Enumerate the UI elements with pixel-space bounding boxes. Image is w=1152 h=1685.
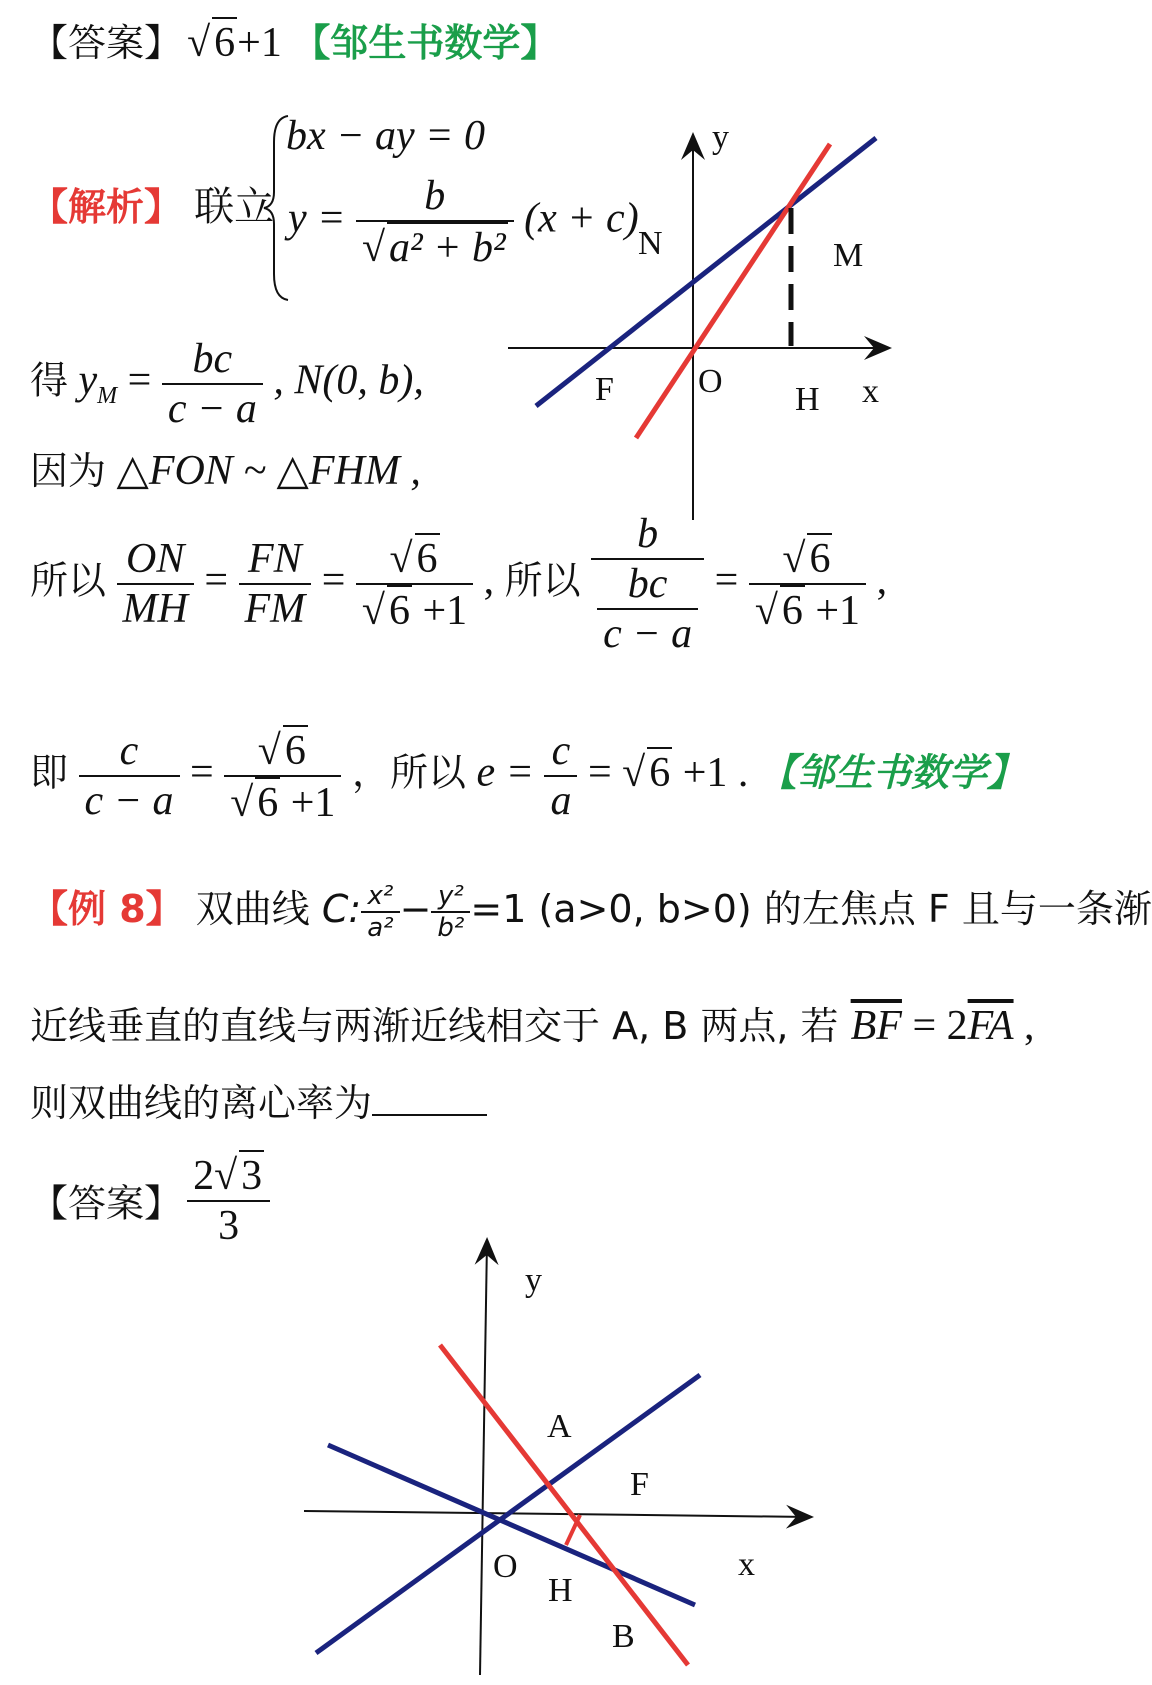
example8-label: 【例 8】 bbox=[30, 887, 184, 931]
step3-f1-den: MH bbox=[122, 586, 188, 632]
step4-eq1: = bbox=[190, 749, 214, 796]
figure2-label-y: y bbox=[525, 1262, 542, 1299]
figure2-y-axis bbox=[480, 1241, 487, 1675]
step3-frac1 bbox=[117, 535, 194, 633]
step2-row bbox=[30, 440, 421, 495]
step4-f2-den-wrap: √6 +1 bbox=[224, 777, 341, 827]
step3-comma1: , bbox=[483, 557, 495, 604]
example8-frac-y bbox=[431, 881, 470, 943]
step4-f3-den: a bbox=[550, 778, 572, 824]
step3-f5-den-wrap: √6 +1 bbox=[749, 585, 866, 635]
step4-e: e = bbox=[476, 749, 534, 796]
answer2-num-rad: 3 bbox=[239, 1150, 264, 1200]
example8-b2: b² bbox=[437, 912, 465, 943]
step4-frac2 bbox=[224, 725, 341, 827]
step2-prefix: 因为 bbox=[30, 449, 107, 493]
step4-frac3 bbox=[544, 727, 577, 825]
step4-mid: ，所以 bbox=[351, 750, 466, 795]
step3-frac3 bbox=[356, 533, 473, 635]
step4-result-wrap: √6 +1 . bbox=[622, 750, 748, 796]
example8-x2: x² bbox=[361, 881, 399, 913]
step3-f3-num: 6 bbox=[415, 533, 440, 583]
system-eq2-fraction bbox=[356, 172, 514, 272]
answer1-row bbox=[30, 12, 558, 67]
step3-f1-num: ON bbox=[117, 535, 194, 585]
step3-f4-num: b bbox=[591, 510, 704, 560]
step1-tail: , N(0, b), bbox=[273, 357, 424, 404]
step4-brand: 【邹生书数学】 bbox=[758, 750, 1025, 795]
step4-eq2: = bbox=[587, 749, 612, 796]
answer2-row bbox=[30, 1150, 270, 1250]
figure2-label-o: O bbox=[493, 1548, 518, 1585]
step3-row bbox=[30, 510, 887, 658]
step3-f3-plus: +1 bbox=[411, 588, 468, 634]
answer2-num: 2√3 bbox=[187, 1150, 270, 1202]
system-eq2-den: a² + b² bbox=[387, 222, 508, 272]
figure2 bbox=[300, 1225, 840, 1680]
step4-prefix: 即 bbox=[30, 750, 69, 795]
step1-fraction bbox=[162, 335, 263, 433]
example8-line1: 【例 8】 双曲线 C: $\frac{\text{x²}}{\text{a²}}$ − $\frac{\text{y²}}{\text{b²}}$ =1 (a>0, b>0) 的左焦点 F 且与一条渐 bbox=[30, 880, 1152, 943]
answer2-fraction bbox=[187, 1150, 270, 1250]
example8-line2-end: , bbox=[1013, 1003, 1035, 1049]
step4-f1-den: c − a bbox=[84, 778, 174, 824]
example8-line3 bbox=[30, 1072, 487, 1127]
figure2-label-h: H bbox=[548, 1572, 573, 1609]
system-eq2-den-wrap: √a² + b² bbox=[356, 222, 514, 272]
example8-vec-bf: $\overline{BF}$ bbox=[850, 1003, 902, 1049]
example8-line2-text: 近线垂直的直线与两渐近线相交于 A, B 两点, 若 bbox=[30, 1004, 839, 1048]
figure2-label-a: A bbox=[547, 1408, 572, 1445]
step1-lhs-sub: M bbox=[97, 383, 118, 410]
example8-vec-eq: = 2 bbox=[901, 1003, 968, 1049]
step4-row bbox=[30, 725, 1025, 827]
answer1-radicand: 6 bbox=[212, 17, 237, 67]
system-eq2-lhs: y = bbox=[288, 195, 346, 242]
figure2-label-x: x bbox=[738, 1546, 755, 1583]
step3-f4-den-den: c − a bbox=[603, 611, 693, 657]
figure1-label-y: y bbox=[712, 119, 729, 156]
answer1-value: √6+1 bbox=[187, 20, 292, 66]
step3-f4-den-num: bc bbox=[597, 560, 698, 610]
jiexi-text: 联立 bbox=[194, 184, 275, 230]
answer2-den: 3 bbox=[218, 1203, 240, 1249]
figure1-label-h: H bbox=[795, 381, 820, 418]
example8-line3-text: 则双曲线的离心率为 bbox=[30, 1081, 373, 1125]
step3-f2-num: FN bbox=[239, 535, 312, 585]
step4-f2-num: 6 bbox=[283, 725, 308, 775]
step2-comma: , bbox=[410, 448, 421, 494]
step3-prefix: 所以 bbox=[30, 558, 107, 603]
figure1-label-m: M bbox=[833, 237, 864, 274]
step3-eq1: = bbox=[204, 557, 229, 604]
step4-result-plus: +1 . bbox=[672, 749, 749, 796]
example8-line1-b: 的左焦点 F 且与一条渐 bbox=[763, 887, 1152, 931]
figure1-label-n: N bbox=[638, 225, 663, 262]
step2-text: △FON ~ △FHM bbox=[116, 448, 400, 494]
step3-f4-den-frac bbox=[591, 560, 704, 658]
figure2-red-line bbox=[440, 1345, 688, 1665]
example8-frac-x bbox=[361, 881, 399, 943]
step3-f5-den: 6 bbox=[780, 585, 805, 635]
figure1-label-o: O bbox=[698, 363, 723, 400]
step3-f5-num: 6 bbox=[807, 533, 832, 583]
step1-lhs: y bbox=[78, 357, 98, 404]
example8-line2 bbox=[30, 995, 1035, 1050]
step4-f1-num: c bbox=[79, 727, 180, 777]
step1-num: bc bbox=[162, 335, 263, 385]
step3-f3-den: 6 bbox=[387, 585, 412, 635]
answer1-brand: 【邹生书数学】 bbox=[292, 21, 559, 65]
example8-cond: =1 (a>0, b>0) bbox=[470, 887, 752, 931]
step3-frac5 bbox=[749, 533, 866, 635]
step1-row bbox=[30, 335, 424, 433]
answer2-num-coef: 2 bbox=[193, 1153, 215, 1199]
jiexi-label: 【解析】 bbox=[30, 185, 183, 229]
figure1 bbox=[500, 120, 920, 540]
step3-frac4 bbox=[591, 510, 704, 658]
example8-a2: a² bbox=[367, 912, 394, 943]
step3-f3-num-wrap: √6 bbox=[356, 533, 473, 585]
figure2-blue-line-1 bbox=[316, 1375, 700, 1653]
step4-f3-num: c bbox=[544, 727, 577, 777]
step4-frac1 bbox=[79, 727, 180, 825]
example8-curve: C: bbox=[321, 887, 362, 931]
example8-vector-eq bbox=[851, 1003, 1035, 1049]
answer1-label: 【答案】 bbox=[30, 21, 183, 65]
figure2-label-b: B bbox=[612, 1618, 635, 1655]
system-eq1: bx − ay = 0 bbox=[286, 113, 485, 159]
step3-f2-den: FM bbox=[244, 586, 306, 632]
answer1-plus: +1 bbox=[237, 20, 282, 66]
step3-eq3: = bbox=[714, 557, 739, 604]
step4-f2-plus: +1 bbox=[280, 780, 336, 826]
system-eq2-num: b bbox=[356, 172, 514, 222]
step3-prefix2: 所以 bbox=[504, 558, 581, 603]
system-eq2-rhs: (x + c) bbox=[524, 195, 639, 242]
step1-eq: = bbox=[127, 357, 152, 404]
step4-f2-den: 6 bbox=[255, 777, 280, 827]
answer-blank bbox=[372, 1084, 487, 1116]
figure1-label-f: F bbox=[595, 371, 614, 408]
figure2-x-axis bbox=[304, 1511, 810, 1517]
step3-comma: , bbox=[876, 557, 888, 604]
example8-y2: y² bbox=[431, 881, 470, 913]
figure2-label-f: F bbox=[630, 1466, 649, 1503]
step3-f5-plus: +1 bbox=[804, 588, 861, 634]
step3-f5-num-wrap: √6 bbox=[749, 533, 866, 585]
example8-vec-fa: $\overline{FA}$ bbox=[967, 1003, 1014, 1049]
step3-frac2 bbox=[239, 535, 312, 633]
jiexi-row bbox=[30, 175, 274, 232]
step1-prefix: 得 bbox=[30, 358, 69, 403]
example8-line1-a: 双曲线 bbox=[195, 887, 310, 931]
step3-eq2: = bbox=[321, 557, 346, 604]
answer2-label: 【答案】 bbox=[30, 1181, 183, 1226]
step3-f3-den-wrap: √6 +1 bbox=[356, 585, 473, 635]
step4-result: 6 bbox=[647, 747, 672, 797]
figure1-label-x: x bbox=[862, 373, 879, 410]
step4-f2-num-wrap: √6 bbox=[224, 725, 341, 777]
step1-den: c − a bbox=[167, 386, 257, 432]
